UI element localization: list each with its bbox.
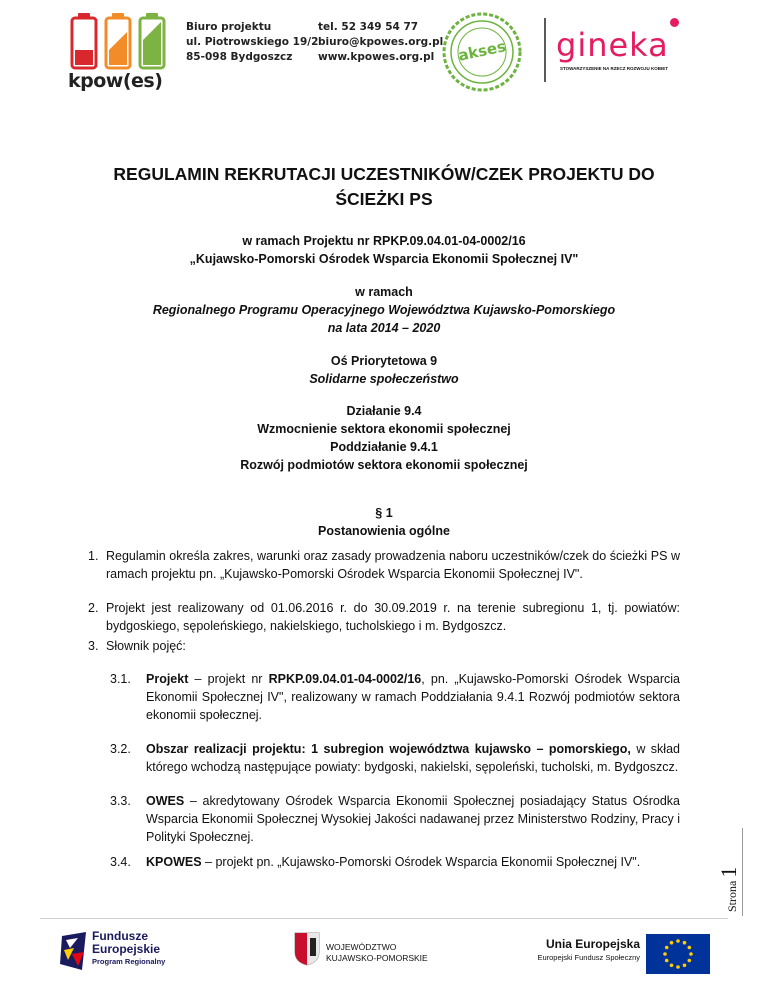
address-block xyxy=(186,20,318,65)
woj-line-1: WOJEWÓDZTWO xyxy=(326,942,397,952)
document-title: REGULAMIN REKRUTACJI UCZESTNIKÓW/CZEK PROJEKTU DO ŚCIEŻKI PS xyxy=(113,164,655,209)
address-line: Biuro projektu xyxy=(186,21,272,33)
ue-line-2: Europejski Fundusz Społeczny xyxy=(537,953,640,962)
definition-pre: – projekt nr xyxy=(188,672,269,686)
gineka-tagline: STOWARZYSZENIE NA RZECZ ROZWOJU KOBIET xyxy=(560,66,669,71)
priority-axis-line: Oś Priorytetowa 9 xyxy=(330,354,438,368)
definition-text: – akredytowany Ośrodek Wsparcia Ekonomii Społecznej posiadający Status Ośrodka Wsparcia Ekonomii Społecznej Wysokiej Jakości nadawanej przez Ministerstwo Rodziny, Pracy i Polityki Społecznej. xyxy=(146,794,680,844)
definition-term: Obszar realizacji projektu: 1 subregion województwa kujawsko – pomorskiego, xyxy=(146,742,631,756)
section-title: Postanowienia ogólne xyxy=(318,524,450,538)
fe-line-2: Europejskie xyxy=(92,942,161,956)
definition-item-obszar xyxy=(146,740,680,776)
gineka-name: gineka xyxy=(556,26,669,64)
definition-term: OWES xyxy=(146,794,185,808)
address-line: ul. Piotrowskiego 19/2 xyxy=(186,36,319,48)
submeasure-name: Rozwój podmiotów sektora ekonomii społecznej xyxy=(240,458,528,472)
definition-number: 3.3. xyxy=(110,794,131,808)
page-marker xyxy=(716,840,746,912)
kpowes-logo xyxy=(66,10,176,98)
definition-text: w skład którego wchodzą następujące powiaty: bydgoski, nakielski, sępoleński, tucholski, m. Bydgoszcz. xyxy=(146,742,680,774)
list-item-text: Projekt jest realizowany od 01.06.2016 r. do 30.09.2019 r. na terenie subregionu 1, tj. powiatów: bydgoskiego, sępoleńskiego, nakielskiego, tucholskiego i m. Bydgoszcz. xyxy=(106,601,680,633)
coat-of-arms-icon xyxy=(294,932,320,966)
page-number: 1 xyxy=(716,866,741,878)
list-item-text: Słownik pojęć: xyxy=(106,639,186,653)
phone-text: tel. 52 349 54 77 xyxy=(318,21,419,33)
definition-term: KPOWES xyxy=(146,855,202,869)
email-link[interactable]: biuro@kpowes.org.pl xyxy=(318,36,444,48)
priority-axis-name: Solidarne społeczeństwo xyxy=(309,372,459,386)
program-intro-line: w ramach xyxy=(355,285,413,299)
gineka-dot-icon xyxy=(670,18,679,27)
definition-text: – projekt pn. „Kujawsko-Pomorski Ośrodek Wsparcia Ekonomii Społecznej IV". xyxy=(201,855,641,869)
kpowes-logo-text: kpow(es) xyxy=(68,70,163,92)
list-item-number: 3. xyxy=(88,639,99,653)
ue-line-1: Unia Europejska xyxy=(545,937,640,951)
unia-europejska-logo xyxy=(530,934,730,974)
header xyxy=(66,10,706,98)
definition-item-kpowes xyxy=(146,853,680,871)
definition-item-owes xyxy=(146,792,680,846)
fe-line-1: Fundusze xyxy=(92,929,148,943)
submeasure-line: Poddziałanie 9.4.1 xyxy=(330,440,438,454)
gineka-logo xyxy=(556,14,706,84)
fe-line-3: Program Regionalny xyxy=(92,957,166,966)
definition-number: 3.2. xyxy=(110,742,131,756)
fe-stars-icon xyxy=(58,930,88,972)
measure-line: Działanie 9.4 xyxy=(346,404,422,418)
akses-text: akses xyxy=(456,37,508,65)
definition-reference: RPKP.09.04.01-04-0002/16 xyxy=(268,672,422,686)
akses-badge-logo xyxy=(440,10,524,94)
project-name-line: „Kujawsko-Pomorski Ośrodek Wsparcia Ekonomii Społecznej IV" xyxy=(189,252,579,266)
list-item-number: 1. xyxy=(88,549,99,563)
definition-term: Projekt xyxy=(146,672,189,686)
header-divider xyxy=(544,18,546,82)
definition-number: 3.1. xyxy=(110,672,131,686)
measure-name: Wzmocnienie sektora ekonomii społecznej xyxy=(257,422,511,436)
project-number-line: w ramach Projektu nr RPKP.09.04.01-04-0002/16 xyxy=(242,234,526,248)
woj-line-2: KUJAWSKO-POMORSKIE xyxy=(326,953,428,963)
section-number: § 1 xyxy=(375,506,393,520)
list-item-number: 2. xyxy=(88,601,99,615)
website-link[interactable]: www.kpowes.org.pl xyxy=(318,51,435,63)
list-item-text: Regulamin określa zakres, warunki oraz zasady prowadzenia naboru uczestników/czek do ścieżki PS w ramach projektu pn. „Kujawsko-Pomorski Ośrodek Wsparcia Ekonomii Społecznej IV". xyxy=(106,549,680,581)
footer-logos xyxy=(0,926,768,986)
address-line: 85-098 Bydgoszcz xyxy=(186,51,293,63)
wojewodztwo-logo xyxy=(294,932,444,974)
definition-number: 3.4. xyxy=(110,855,131,869)
program-period-line: na lata 2014 – 2020 xyxy=(327,321,441,335)
definition-item-projekt xyxy=(146,670,680,724)
footer-divider xyxy=(40,918,728,919)
eu-flag-icon xyxy=(646,934,710,974)
contact-block xyxy=(318,20,443,65)
page-marker-label: Strona xyxy=(725,880,739,912)
definition-text: , pn. „Kujawsko-Pomorski Ośrodek Wsparcia Ekonomii Społecznej IV", realizowany w ramach Poddziałania 9.4.1 Rozwój podmiotów sektora ekonomii społecznej. xyxy=(146,672,680,722)
program-name-line: Regionalnego Programu Operacyjnego Województwa Kujawsko-Pomorskiego xyxy=(152,303,616,317)
fundusze-europejskie-logo xyxy=(58,930,198,976)
